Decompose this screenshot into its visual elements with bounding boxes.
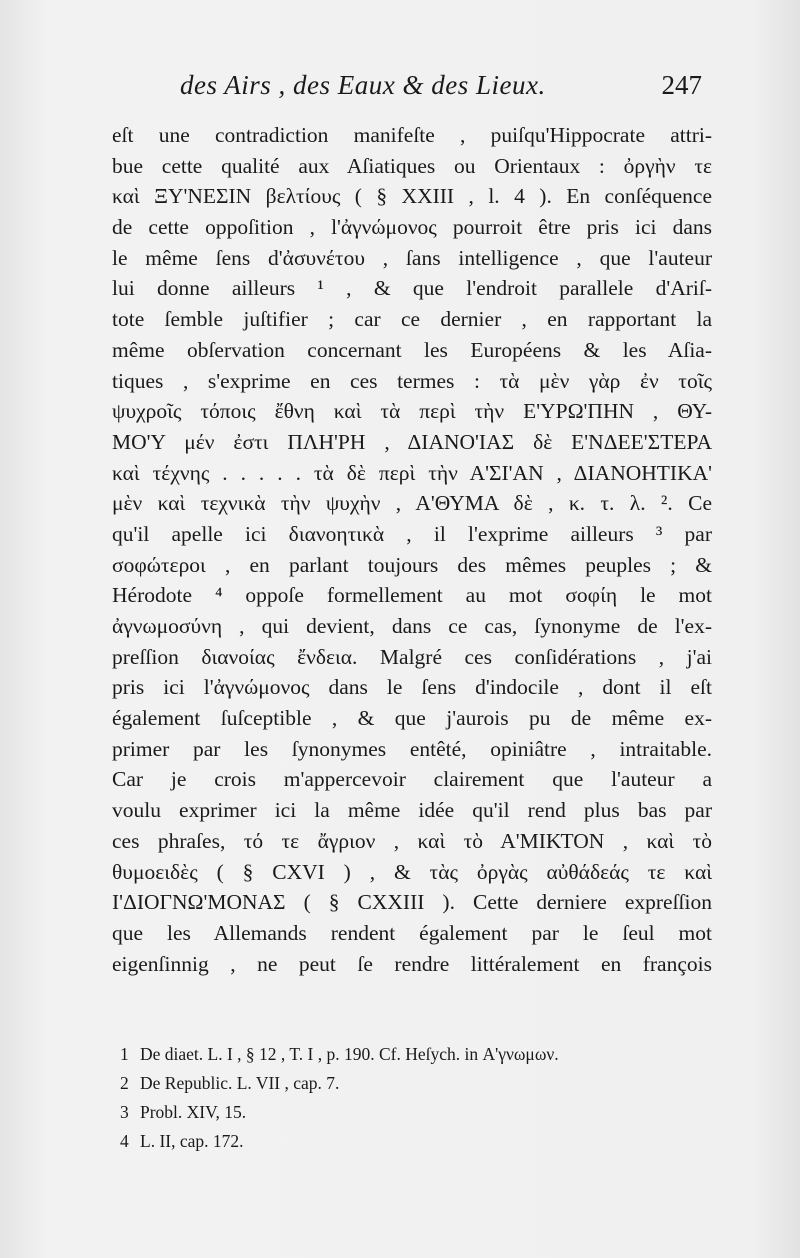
footnote <box>120 1069 720 1098</box>
footnote-text: De diaet. L. I , § 12 , T. I , p. 190. Cf. Heſych. in Α'γνωμων. <box>140 1044 559 1064</box>
text-line: ἀγνωμοσύνη , qui devient, dans ce cas, ſynonyme de l'ex- <box>112 614 712 638</box>
text-line: ψυχροῖς τόποις ἔθνη καὶ τὰ περὶ τὴν Ε'ΥΡΩ'ΠΗΝ , ΘΥ- <box>112 399 712 424</box>
footnote-number: 3 <box>120 1102 129 1122</box>
footnotes <box>120 1040 720 1156</box>
text-line: Hérodote ⁴ oppoſe formellement au mot σοφίη le mot <box>112 583 712 608</box>
text-line: καὶ ΞΥ'ΝΕΣΙΝ βελτίους ( § XXIII , l. 4 ). En conſéquence <box>112 184 712 209</box>
page-number: 247 <box>661 70 702 100</box>
page-header <box>110 70 710 110</box>
text-line: que les Allemands rendent également par le ſeul mot <box>112 920 712 945</box>
footnote <box>120 1127 720 1156</box>
text-line: preſſion διανοίας ἔνδεια. Malgré ces conſidérations , j'ai <box>112 644 712 669</box>
running-title: des Airs , des Eaux & des Lieux. <box>180 70 546 100</box>
footnote-text: De Republic. L. VII , cap. 7. <box>140 1073 340 1093</box>
text-line: eſt une contradiction manifeſte , puiſqu'Hippocrate attri- <box>112 123 712 147</box>
text-line: θυμοειδὲς ( § CXVI ) , & τὰς ὀργὰς αὐθάδεάς τε καὶ <box>112 859 712 884</box>
text-line: tote ſemble juſtifier ; car ce dernier , en rapportant la <box>112 307 712 332</box>
text-line: ces phraſes, τό τε ἄγριον , καὶ τὸ Α'ΜΙΚΤΟΝ , καὶ τὸ <box>112 828 712 853</box>
text-line: Car je crois m'appercevoir clairement que l'auteur a <box>112 767 712 792</box>
text-line: même obſervation concernant les Européens & les Aſia- <box>112 337 712 362</box>
text-line: καὶ τέχνης . . . . . τὰ δὲ περὶ τὴν Α'ΣΙ'ΑΝ , ΔΙΑΝΟΗΤΙΚΑ' <box>112 460 712 485</box>
body-text <box>112 120 712 979</box>
text-line: eigenſinnig , ne peut ſe rendre littéralement en françois <box>112 951 712 976</box>
text-line: μὲν καὶ τεχνικὰ τὴν ψυχὴν , Α'ΘΥΜΑ δὲ , κ. τ. λ. ². Ce <box>112 491 712 516</box>
text-line: le même ſens d'ἀσυνέτου , ſans intelligence , que l'auteur <box>112 245 712 270</box>
text-line: voulu exprimer ici la même idée qu'il rend plus bas par <box>112 798 712 823</box>
footnote-text: Probl. XIV, 15. <box>140 1102 247 1122</box>
footnote-number: 2 <box>120 1073 129 1093</box>
text-line: tiques , s'exprime en ces termes : τὰ μὲν γὰρ ἐν τοῖς <box>112 368 712 393</box>
text-line: bue cette qualité aux Aſiatiques ou Orientaux : ὀργὴν τε <box>112 153 712 178</box>
text-line: Ι'ΔΙΟΓΝΩ'ΜΟΝΑΣ ( § CXXIII ). Cette derniere expreſſion <box>112 890 712 915</box>
footnote-text: L. II, cap. 172. <box>140 1131 244 1151</box>
text-line: pris ici l'ἀγνώμονος dans le ſens d'indocile , dont il eſt <box>112 675 712 700</box>
text-line: de cette oppoſition , l'ἀγνώμονος pourroit être pris ici dans <box>112 215 712 240</box>
footnote <box>120 1040 720 1069</box>
text-line: primer par les ſynonymes entêté, opiniâtre , intraitable. <box>112 736 712 761</box>
text-line: ΜΟ'Υ μέν ἐστι ΠΛΗ'ΡΗ , ΔΙΑΝΟ'ΙΑΣ δὲ Ε'ΝΔΕΕ'ΣΤΕΡΑ <box>112 429 712 454</box>
text-line: également ſuſceptible , & que j'aurois pu de même ex- <box>112 706 712 731</box>
text-line: lui donne ailleurs ¹ , & que l'endroit parallele d'Ariſ- <box>112 276 712 301</box>
footnote-number: 4 <box>120 1131 129 1151</box>
text-line: qu'il apelle ici διανοητικὰ , il l'exprime ailleurs ³ par <box>112 521 712 546</box>
text-line: σοφώτεροι , en parlant toujours des mêmes peuples ; & <box>112 552 712 577</box>
footnote-number: 1 <box>120 1044 129 1064</box>
footnote <box>120 1098 720 1127</box>
